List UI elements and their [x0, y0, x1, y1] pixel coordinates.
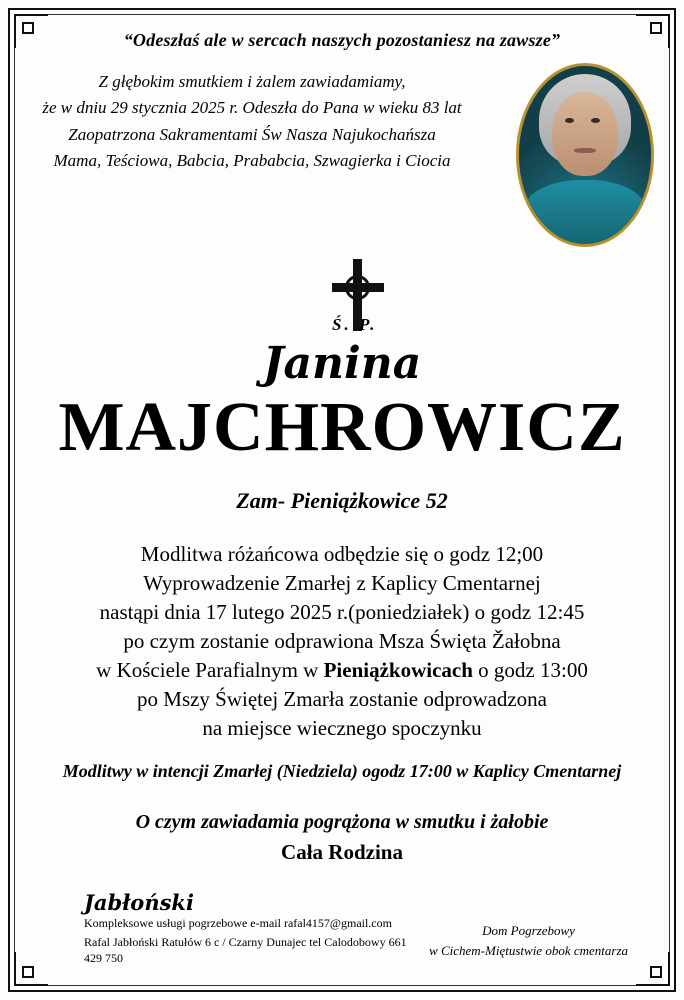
- prayers-line: Modlitwy w intencji Zmarłej (Niedziela) ogodz 17:00 w Kaplicy Cmentarnej: [62, 760, 622, 781]
- funeral-details: [26, 540, 658, 743]
- notice-content: [26, 22, 658, 978]
- funeral-home-location: [429, 921, 628, 960]
- detail-line-2: Wyprowadzenie Zmarłej z Kaplicy Cmentarnej: [143, 571, 541, 596]
- intro-line-4: Mama, Teściowa, Babcia, Prababcia, Szwagierka i Ciocia: [53, 151, 451, 171]
- closing-line: O czym zawiadamia pogrążona w smutku i żałobie: [135, 810, 549, 833]
- funeral-home-info: [84, 892, 424, 966]
- intro-line-3: Zaopatrzona Sakramentami Św Nasza Najukochańsza: [68, 124, 436, 144]
- detail-line-5-suffix: o godz 13:00: [472, 658, 588, 683]
- detail-line-7: na miejsce wiecznego spoczynku: [202, 716, 482, 740]
- cross-section: [26, 261, 658, 345]
- sp-abbreviation: Ś. P.: [332, 315, 378, 334]
- portrait-mouth: [574, 148, 596, 153]
- detail-line-1: Modlitwa różańcowa odbędzie się o godz 12;00: [140, 542, 544, 567]
- funeral-home-services: Kompleksowe usługi pogrzebowe e-mail rafal4157@gmail.com: [84, 916, 392, 931]
- portrait-clothing: [523, 180, 647, 247]
- closing-family: Cała Rodzina: [281, 839, 403, 864]
- detail-line-6: po Mszy Świętej Zmarła zostanie odprowadzona: [137, 687, 547, 712]
- intro-line-1: Z głębokim smutkiem i żalem zawiadamiamy,: [98, 72, 406, 91]
- funeral-home-logo: Jabłoński: [84, 890, 194, 916]
- closing-section: [26, 808, 658, 867]
- parish-name: Pieniążkowicach: [323, 658, 473, 683]
- detail-line-5: [26, 656, 658, 685]
- deceased-last-name: MAJCHROWICZ: [58, 389, 626, 467]
- location-line-1: Dom Pogrzebowy: [482, 923, 575, 938]
- intro-section: [26, 69, 658, 259]
- intro-text: [32, 69, 472, 174]
- portrait-eye-right: [591, 118, 600, 123]
- funeral-home-contact: Rafal Jabłoński Ratułów 6 c / Czarny Dunajec tel Calodobowy 661 429 750: [84, 934, 407, 965]
- detail-line-5-prefix: w Kościele Parafialnym w: [96, 658, 324, 683]
- portrait-face: [552, 92, 618, 176]
- detail-line-3: nastąpi dnia 17 lutego 2025 r.(poniedziałek) o godz 12:45: [99, 600, 585, 625]
- detail-line-4: po czym zostanie odprawiona Msza Święta Žałobna: [123, 629, 561, 654]
- location-line-2: w Cichem-Miętustwie obok cmentarza: [429, 942, 628, 958]
- intro-line-2: że w dniu 29 stycznia 2025 r. Odeszła do Pana w wieku 83 lat: [42, 98, 462, 118]
- memorial-quote: “Odeszłaś ale w sercach naszych pozostaniesz na zawsze”: [123, 30, 561, 50]
- portrait-eye-left: [565, 118, 574, 123]
- deceased-first-name: Janina: [262, 338, 422, 389]
- deceased-address: Zam- Pieniążkowice 52: [236, 488, 448, 514]
- deceased-portrait-photo: [516, 63, 654, 247]
- footer: [40, 890, 648, 972]
